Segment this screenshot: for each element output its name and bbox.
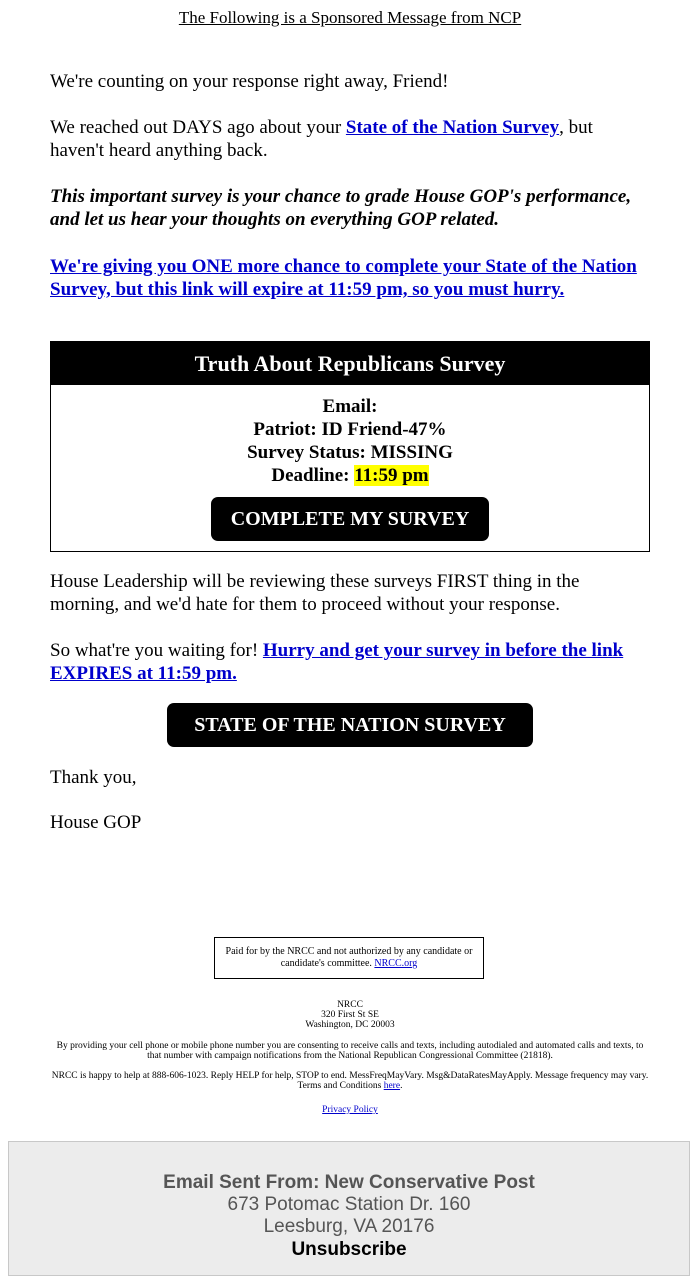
help-legal-text bbox=[50, 1071, 650, 1091]
survey-card-title: Truth About Republicans Survey bbox=[51, 342, 649, 385]
paragraph-important: This important survey is your chance to grade House GOP's performance, and let us hear your thoughts on everything GOP related. bbox=[50, 186, 632, 230]
p2-prefix: We reached out DAYS ago about your bbox=[50, 117, 346, 138]
privacy-row bbox=[0, 1105, 700, 1115]
complete-my-survey-button[interactable]: COMPLETE MY SURVEY bbox=[211, 497, 489, 541]
help-end: . bbox=[400, 1081, 403, 1091]
survey-card-details bbox=[51, 395, 649, 487]
state-of-nation-survey-button[interactable]: STATE OF THE NATION SURVEY bbox=[167, 703, 533, 747]
deadline-value: 11:59 pm bbox=[354, 465, 429, 486]
thanks-text: Thank you, bbox=[50, 767, 137, 788]
p2-suffix: , but haven't heard anything back. bbox=[50, 117, 593, 161]
help-text: NRCC is happy to help at 888-606-1023. Reply HELP for help, STOP to end. MessFreqMayVary. Msg&DataRatesMayApply. Message frequency may vary. Terms and Conditions bbox=[51, 1071, 649, 1091]
paid-text: Paid for by the NRCC and not authorized by any candidate or candidate's committee. bbox=[225, 946, 473, 969]
state-of-nation-link[interactable]: State of the Nation Survey bbox=[345, 117, 560, 138]
org-city: Washington, DC 20003 bbox=[305, 1020, 395, 1030]
paid-text-wrap bbox=[223, 946, 475, 970]
signature-text: House GOP bbox=[50, 812, 142, 833]
deadline-row bbox=[51, 464, 649, 487]
sent-from-text: Email Sent From: New Conservative Post bbox=[163, 1172, 535, 1193]
deadline-label: Deadline: bbox=[271, 465, 355, 486]
postal-address bbox=[0, 1000, 700, 1030]
email-label: Email: bbox=[322, 396, 378, 417]
org-street: 320 First St SE bbox=[321, 1010, 379, 1020]
consent-legal-text: By providing your cell phone or mobile phone number you are consenting to receive calls and texts, including autodialed and automated calls and texts, to that number with campaign notifications from the National Republican Congressional Committee (21818). bbox=[56, 1041, 644, 1061]
sponsored-header: The Following is a Sponsored Message from NCP bbox=[178, 8, 522, 27]
nrcc-link[interactable]: NRCC.org bbox=[374, 958, 418, 969]
paid-for-disclaimer bbox=[214, 937, 484, 979]
paragraph-waiting bbox=[50, 639, 650, 685]
terms-link[interactable]: here bbox=[383, 1081, 401, 1091]
survey-card bbox=[50, 341, 650, 552]
footer-address-line2: Leesburg, VA 20176 bbox=[263, 1216, 435, 1237]
footer-address-line1: 673 Potomac Station Dr. 160 bbox=[227, 1194, 471, 1215]
org-name: NRCC bbox=[337, 1000, 363, 1010]
p6-prefix: So what're you waiting for! bbox=[50, 640, 263, 661]
one-more-chance-link[interactable]: We're giving you ONE more chance to complete your State of the Nation Survey, but this link will expire at 11:59 pm, so you must hurry. bbox=[50, 256, 637, 300]
privacy-policy-link[interactable]: Privacy Policy bbox=[322, 1105, 378, 1115]
survey-status: Survey Status: MISSING bbox=[247, 442, 453, 463]
hurry-survey-link[interactable]: Hurry and get your survey in before the link EXPIRES at 11:59 pm. bbox=[50, 640, 624, 684]
paragraph-one-more-chance bbox=[50, 255, 650, 301]
footer-box bbox=[8, 1141, 690, 1276]
unsubscribe-link[interactable]: Unsubscribe bbox=[291, 1239, 407, 1260]
paragraph-survey-reminder bbox=[50, 116, 650, 162]
patriot-id: Patriot: ID Friend-47% bbox=[253, 419, 447, 440]
paragraph-house-leadership: House Leadership will be reviewing these surveys FIRST thing in the morning, and we'd hate for them to proceed without your response. bbox=[50, 571, 580, 615]
greeting-text: We're counting on your response right away, Friend! bbox=[50, 71, 449, 92]
